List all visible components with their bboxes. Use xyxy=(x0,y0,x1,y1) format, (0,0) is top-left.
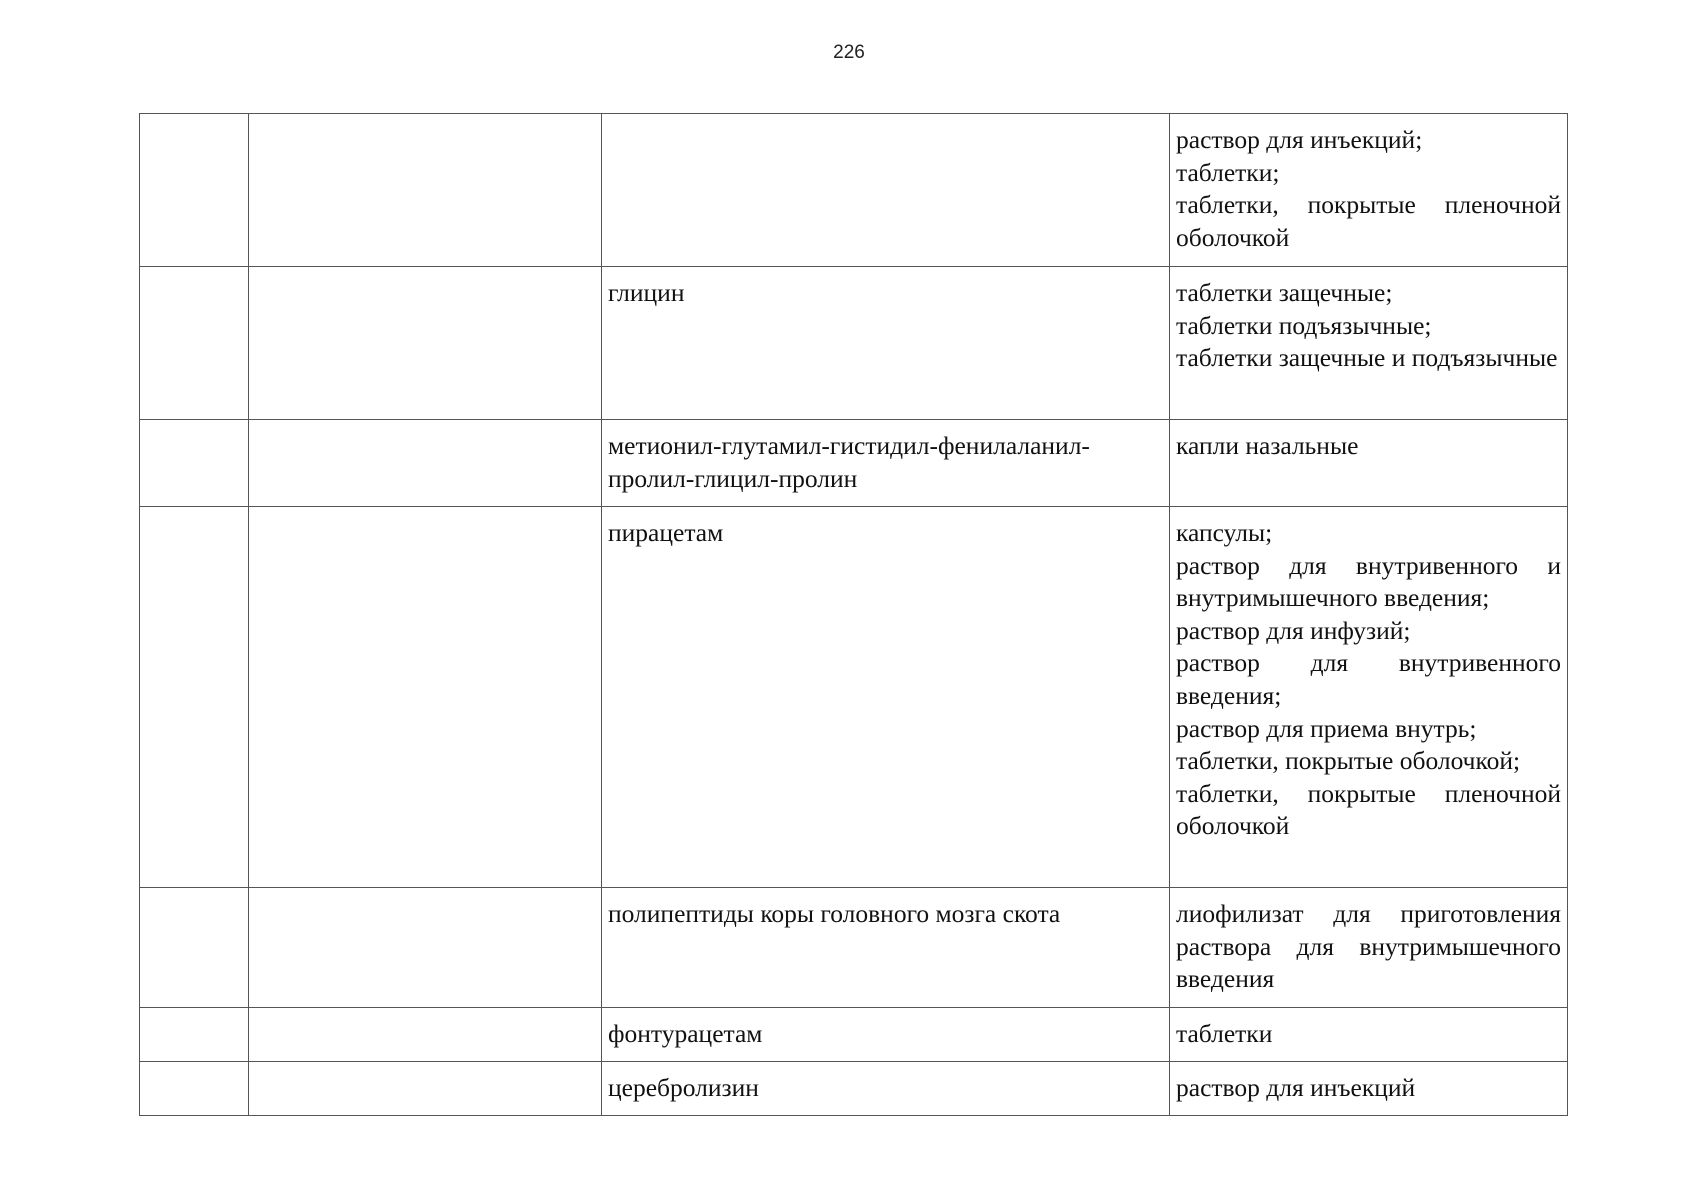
drug-name-cell: церебролизин xyxy=(602,1062,1170,1116)
group-cell xyxy=(249,1008,602,1062)
drug-name-cell: полипептиды коры головного мозга скота xyxy=(602,888,1170,1008)
code-cell xyxy=(140,888,249,1008)
group-cell xyxy=(249,420,602,507)
dosage-form: таблетки; xyxy=(1176,157,1280,187)
dosage-forms-cell xyxy=(1170,888,1568,1008)
code-cell xyxy=(140,1008,249,1062)
dosage-form: таблетки, покрытые пленочной оболочкой xyxy=(1176,190,1561,252)
table-row xyxy=(140,1062,1568,1116)
dosage-forms-cell xyxy=(1170,420,1568,507)
dosage-forms-cell xyxy=(1170,507,1568,888)
dosage-form: раствор для инъекций; xyxy=(1176,125,1423,154)
code-cell xyxy=(140,114,249,267)
table-row xyxy=(140,114,1568,267)
drug-name-cell: фонтурацетам xyxy=(602,1008,1170,1062)
dosage-form: таблетки подъязычные; xyxy=(1176,310,1432,340)
dosage-forms-cell xyxy=(1170,114,1568,267)
dosage-form: раствор для внутривенного и внутримышечного введения; xyxy=(1176,550,1561,613)
dosage-forms-cell xyxy=(1170,267,1568,420)
code-cell xyxy=(140,420,249,507)
dosage-form: капли назальные xyxy=(1176,431,1359,460)
dosage-form: капсулы; xyxy=(1176,518,1273,547)
drug-name-cell xyxy=(602,114,1170,267)
drug-name-cell: метионил-глутамил-гистидил-фенилаланил-пролил-глицил-пролин xyxy=(602,420,1170,507)
group-cell xyxy=(249,507,602,888)
group-cell xyxy=(249,1062,602,1116)
group-cell xyxy=(249,888,602,1008)
page-number: 226 xyxy=(833,42,865,63)
dosage-form: раствор для приема внутрь; xyxy=(1176,713,1477,743)
drug-name-cell: глицин xyxy=(602,267,1170,420)
table-row xyxy=(140,267,1568,420)
dosage-form: таблетки, покрытые оболочкой; xyxy=(1176,746,1521,776)
dosage-form: раствор для инъекций xyxy=(1176,1073,1416,1102)
table-row xyxy=(140,420,1568,507)
dosage-form: таблетки, покрытые пленочной оболочкой xyxy=(1176,778,1561,841)
group-cell xyxy=(249,267,602,420)
drug-name-cell: пирацетам xyxy=(602,507,1170,888)
code-cell xyxy=(140,267,249,420)
group-cell xyxy=(249,114,602,267)
table-row xyxy=(140,507,1568,888)
code-cell xyxy=(140,1062,249,1116)
dosage-form: раствор для внутривенного введения; xyxy=(1176,648,1561,710)
dosage-form: таблетки xyxy=(1176,1019,1273,1048)
dosage-forms-cell xyxy=(1170,1062,1568,1116)
dosage-forms-cell xyxy=(1170,1008,1568,1062)
table-row xyxy=(140,1008,1568,1062)
table-row xyxy=(140,888,1568,1008)
drug-table xyxy=(139,113,1568,1116)
code-cell xyxy=(140,507,249,888)
dosage-form: таблетки защечные; xyxy=(1176,278,1393,307)
dosage-form: таблетки защечные и подъязычные xyxy=(1176,343,1558,373)
dosage-form: раствор для инфузий; xyxy=(1176,615,1411,645)
dosage-form: лиофилизат для приготовления раствора для внутримышечного введения xyxy=(1176,899,1561,994)
